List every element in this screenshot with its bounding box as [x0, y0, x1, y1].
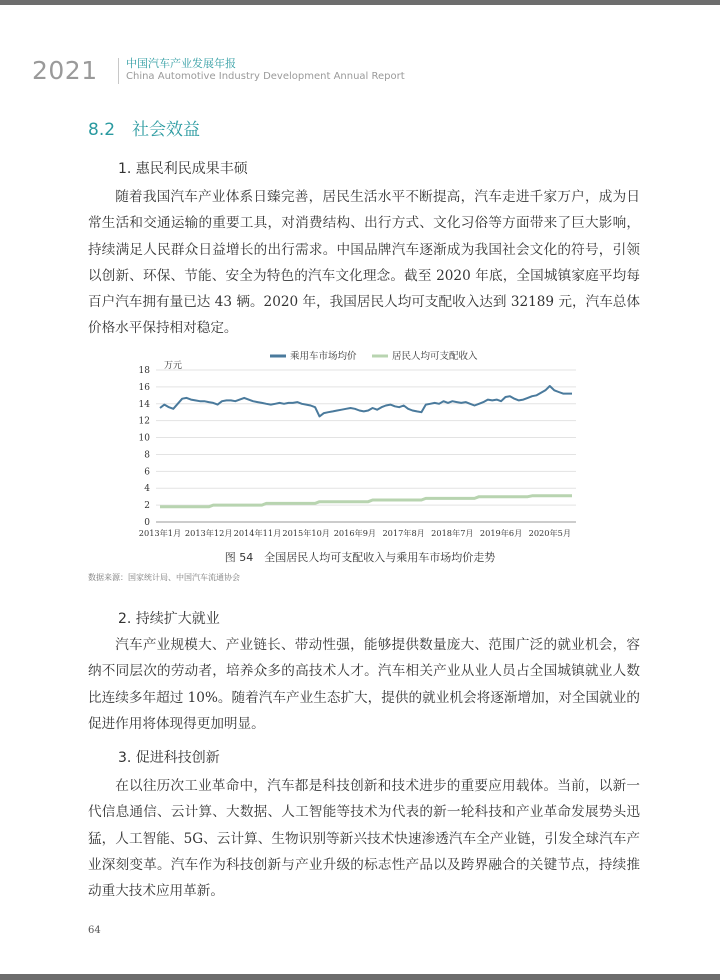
figure-caption: 图 54 全国居民人均可支配收入与乘用车市场均价走势 [224, 551, 496, 564]
chart-y-tick-label: 8 [144, 450, 150, 461]
subsection-2-paragraph: 汽车产业规模大、产业链长、带动性强，能够提供数量庞大、范围广泛的就业机会，容纳不同层次的劳动者，培养众多的高技术人才。汽车相关产业从业人员占全国城镇就业人数比连续多年超过 10%。随着汽车产业生态扩大，提供的就业机会将逐渐增加，对全国就业的促进作用将体现得更加明显。 [88, 637, 640, 732]
chart-x-tick-label: 2013年12月 [184, 528, 233, 538]
chart-legend-label: 居民人均可支配收入 [392, 351, 478, 362]
chart-y-tick-label: 14 [138, 399, 150, 410]
chart-series-line [160, 386, 572, 416]
chart-x-tick-label: 2020年5月 [528, 528, 572, 538]
subsection-1-title: 1. 惠民利民成果丰硕 [118, 161, 248, 177]
chart-y-tick-label: 12 [138, 416, 150, 427]
chart-x-tick-label: 2013年1月 [138, 528, 182, 538]
subsection-2-title: 2. 持续扩大就业 [118, 611, 220, 627]
chart-x-tick-label: 2017年8月 [382, 528, 425, 538]
page-number: 64 [88, 925, 101, 936]
header-title-cn: 中国汽车产业发展年报 [126, 57, 236, 70]
header-title-en: China Automotive Industry Development Annual Report [126, 71, 405, 82]
subsection-3-title: 3. 促进科技创新 [118, 750, 220, 766]
top-border [0, 0, 720, 5]
chart-svg [128, 345, 590, 545]
chart-y-tick-label: 16 [138, 382, 150, 393]
subsection-1-paragraph: 随着我国汽车产业体系日臻完善，居民生活水平不断提高，汽车走进千家万户，成为日常生活和交通运输的重要工具，对消费结构、出行方式、文化习俗等方面带来了巨大影响，持续满足人民群众日益增长的出行需求。中国品牌汽车逐渐成为我国社会文化的符号，引领以创新、环保、节能、安全为特色的汽车文化理念。截至 2020 年底，全国城镇家庭平均每百户汽车拥有量已达 43 辆。2020 年，我国居民人均可支配收入达到 32189 元，汽车总体价格水平保持相对稳定。 [88, 189, 640, 337]
price-income-chart [128, 345, 590, 545]
subsection-3-paragraph: 在以往历次工业革命中，汽车都是科技创新和技术进步的重要应用载体。当前，以新一代信息通信、云计算、大数据、人工智能等技术为代表的新一轮科技和产业革命发展势头迅猛，人工智能、5G、云计算、生物识别等新兴技术快速渗透汽车全产业链，引发全球汽车产业深刻变革。汽车作为科技创新与产业升级的标志性产品以及跨界融合的关键节点，持续推动重大技术应用革新。 [88, 778, 640, 900]
chart-x-tick-label: 2018年7月 [431, 528, 474, 538]
header-year: 2021 [32, 56, 98, 85]
figure-source: 数据来源：国家统计局、中国汽车流通协会 [88, 573, 240, 582]
chart-y-tick-label: 18 [138, 366, 150, 376]
chart-x-tick-label: 2015年10月 [282, 528, 331, 538]
chart-y-tick-label: 10 [138, 433, 150, 444]
chart-y-tick-label: 6 [144, 467, 150, 478]
chart-x-tick-label: 2016年9月 [333, 528, 377, 538]
chart-x-tick-label: 2019年6月 [479, 528, 523, 538]
chart-x-tick-label: 2014年11月 [233, 528, 282, 538]
chart-legend-label: 乘用车市场均价 [290, 351, 357, 362]
section-title: 8.2 社会效益 [88, 120, 201, 140]
chart-y-tick-label: 2 [144, 501, 150, 512]
bottom-border [0, 974, 720, 980]
chart-y-unit: 万元 [164, 361, 183, 371]
chart-y-tick-label: 4 [144, 484, 150, 495]
chart-y-tick-label: 0 [144, 518, 150, 528]
header-separator [118, 58, 119, 84]
